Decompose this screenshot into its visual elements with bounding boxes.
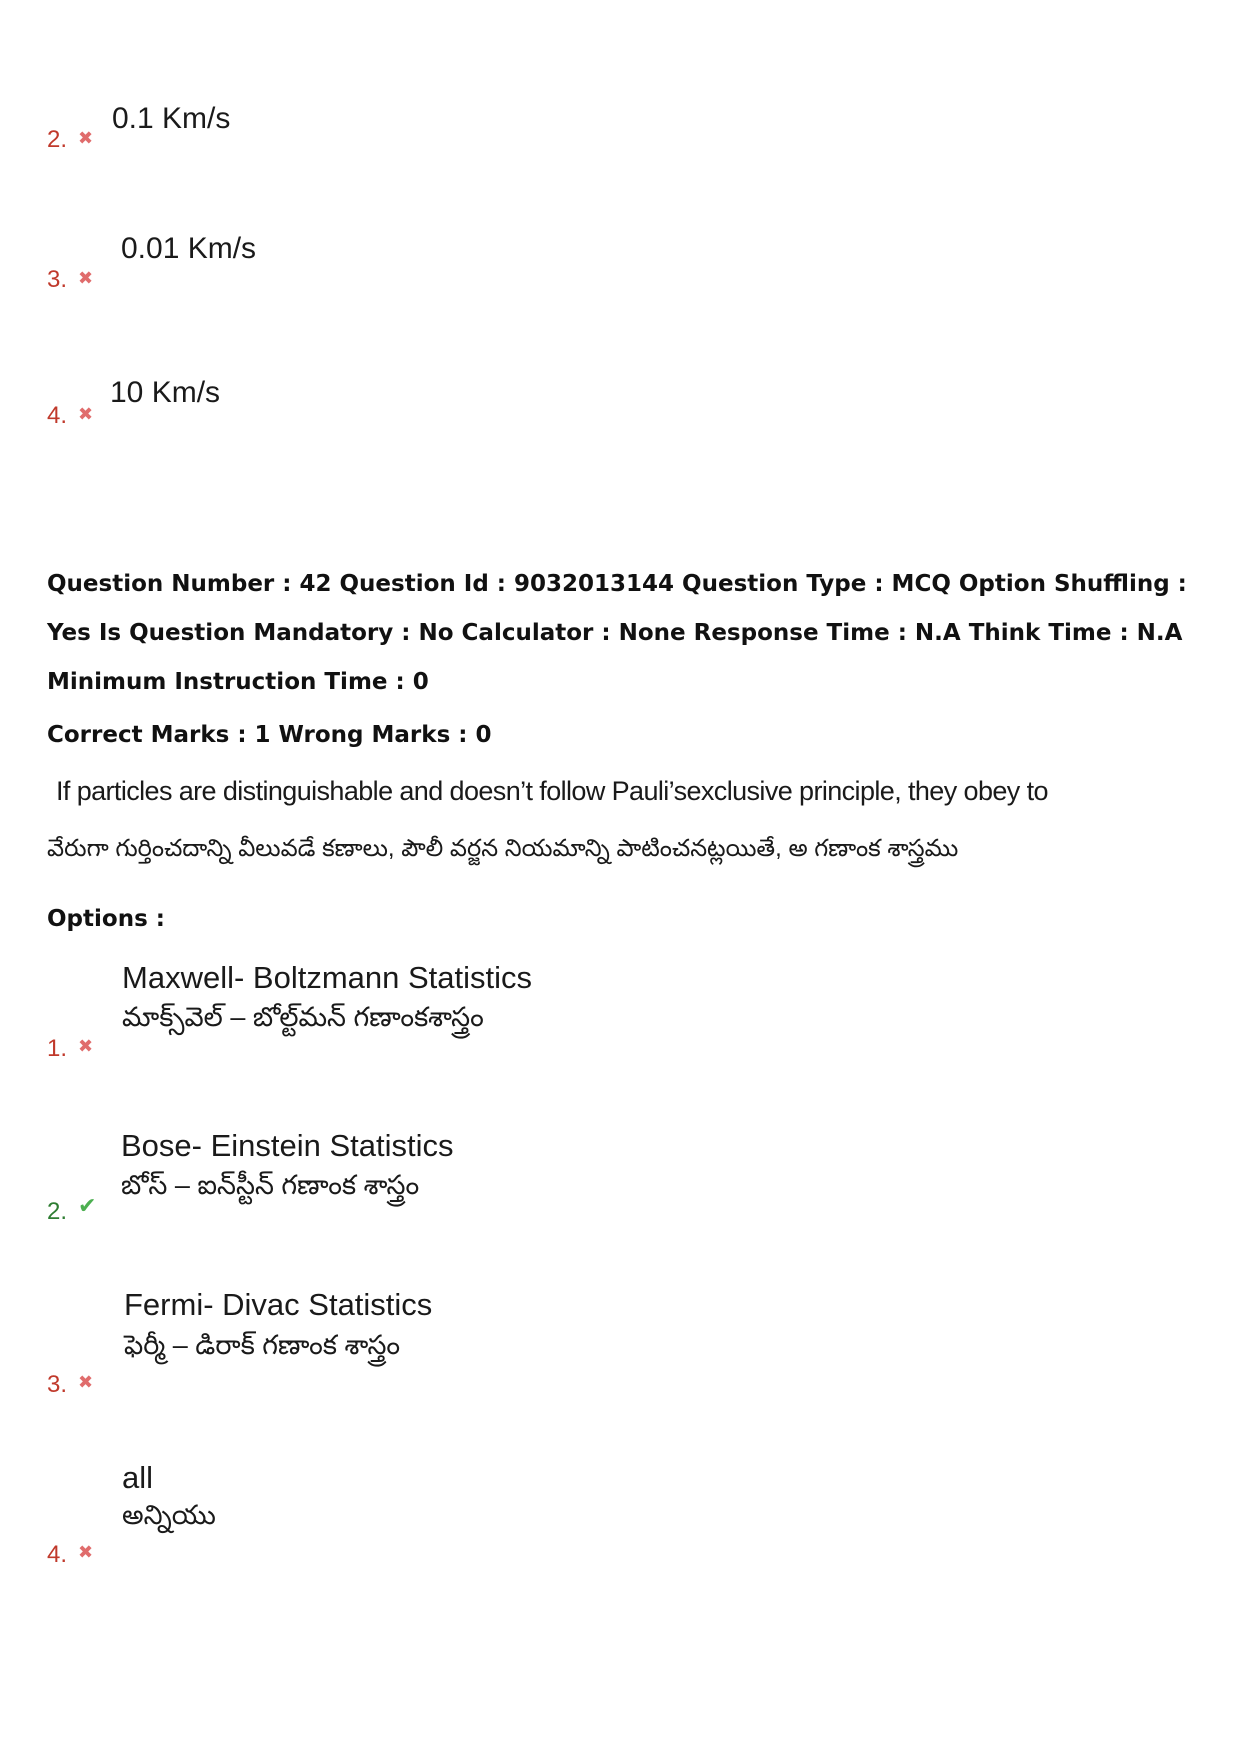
cross-icon: ✖ (78, 1036, 94, 1057)
check-icon: ✔ (78, 1194, 97, 1219)
option-text-telugu: ఫెర్మీ – డిరాక్ గణాంక శాస్త్రం (124, 1330, 401, 1360)
cross-icon: ✖ (78, 1542, 94, 1563)
question-meta: Question Number : 42 Question Id : 9032013144 Question Type : MCQ Option Shuffling : Yes Is Question Mandatory : No Calculator : None Response Time : N.A Think Time : N.A Minimum Instruction Time : 0 (47, 571, 1187, 695)
cross-icon: ✖ (78, 1372, 94, 1393)
option-text: 0.01 Km/s (121, 232, 257, 265)
option-text-english: Fermi- Divac Statistics (124, 1287, 433, 1322)
cross-icon: ✖ (78, 268, 94, 289)
question-text-telugu: వేరుగా గుర్తించదాన్ని వీలువడే కణాలు, పౌలీ వర్జన నియమాన్ని పాటించనట్లయితే, అ గణాంక శాస్త్రము (47, 835, 959, 862)
option-text-telugu: మాక్స్‌వెల్ – బోల్ట్‌మన్ గణాంకశాస్త్రం (122, 1002, 484, 1032)
question-marks: Correct Marks : 1 Wrong Marks : 0 (47, 722, 492, 748)
option-number: 3. (47, 266, 68, 293)
option-number: 2. (47, 1198, 68, 1225)
cross-icon: ✖ (78, 128, 94, 149)
option-text-telugu: అన్నియు (122, 1500, 216, 1530)
option-number: 2. (47, 126, 68, 153)
option-text-telugu: బోస్ – ఐన్‌స్టీన్ గణాంక శాస్త్రం (121, 1170, 420, 1200)
options-label: Options : (47, 906, 165, 932)
option-text: 0.1 Km/s (112, 102, 231, 135)
option-text-english: Maxwell- Boltzmann Statistics (122, 960, 533, 995)
option-text-english: Bose- Einstein Statistics (121, 1128, 454, 1163)
option-number: 4. (47, 402, 68, 429)
option-text-english: all (122, 1460, 154, 1495)
option-number: 3. (47, 1371, 68, 1398)
cross-icon: ✖ (78, 404, 94, 425)
question-text-english: If particles are distinguishable and doesn’t follow Pauli’sexclusive principle, they obey to (56, 776, 1048, 806)
option-text: 10 Km/s (110, 376, 221, 409)
option-number: 4. (47, 1541, 68, 1568)
option-number: 1. (47, 1035, 68, 1062)
